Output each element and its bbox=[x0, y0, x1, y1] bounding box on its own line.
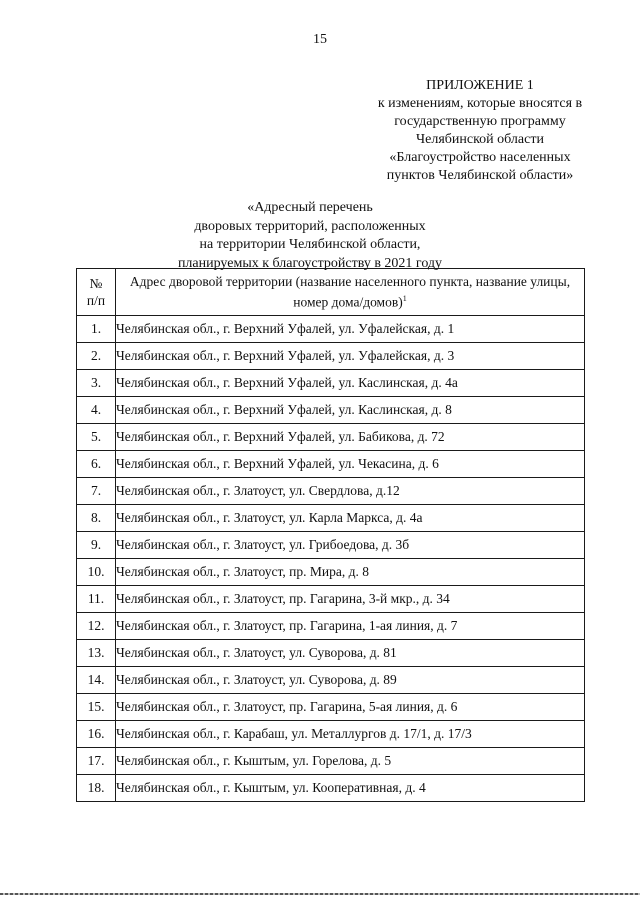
row-number: 1. bbox=[77, 316, 116, 343]
appendix-line: государственную программу bbox=[394, 114, 566, 129]
row-number: 16. bbox=[77, 721, 116, 748]
table-row bbox=[77, 343, 585, 370]
table-row bbox=[77, 586, 585, 613]
row-address: Челябинская обл., г. Верхний Уфалей, ул. Каслинская, д. 4а bbox=[116, 370, 585, 397]
row-address: Челябинская обл., г. Златоуст, пр. Гагарина, 1-ая линия, д. 7 bbox=[116, 613, 585, 640]
row-number: 2. bbox=[77, 343, 116, 370]
row-address: Челябинская обл., г. Златоуст, ул. Свердлова, д.12 bbox=[116, 478, 585, 505]
table-header-row bbox=[77, 269, 585, 316]
table-row bbox=[77, 748, 585, 775]
table-row bbox=[77, 478, 585, 505]
appendix-line: ПРИЛОЖЕНИЕ 1 bbox=[426, 78, 534, 93]
row-address: Челябинская обл., г. Златоуст, ул. Суворова, д. 81 bbox=[116, 640, 585, 667]
row-number: 7. bbox=[77, 478, 116, 505]
row-number: 9. bbox=[77, 532, 116, 559]
row-address: Челябинская обл., г. Карабаш, ул. Металлургов д. 17/1, д. 17/3 bbox=[116, 721, 585, 748]
table-row bbox=[77, 721, 585, 748]
table-row bbox=[77, 613, 585, 640]
table-row bbox=[77, 424, 585, 451]
row-number: 4. bbox=[77, 397, 116, 424]
row-address: Челябинская обл., г. Златоуст, ул. Грибоедова, д. 3б bbox=[116, 532, 585, 559]
appendix-line: пунктов Челябинской области» bbox=[386, 168, 574, 183]
scan-edge-line bbox=[0, 893, 640, 895]
title-line: планируемых к благоустройству в 2021 году bbox=[177, 255, 443, 271]
appendix-line: Челябинской области bbox=[416, 132, 544, 147]
title-line: дворовых территорий, расположенных bbox=[194, 218, 426, 234]
row-number: 13. bbox=[77, 640, 116, 667]
row-number: 11. bbox=[77, 586, 116, 613]
row-address: Челябинская обл., г. Верхний Уфалей, ул. Уфалейская, д. 3 bbox=[116, 343, 585, 370]
title-line: на территории Челябинской области, bbox=[199, 237, 421, 252]
table-row bbox=[77, 640, 585, 667]
header-number bbox=[77, 269, 116, 316]
row-number: 15. bbox=[77, 694, 116, 721]
header-number-label: п/п bbox=[86, 293, 106, 308]
address-table bbox=[76, 268, 585, 802]
document-title bbox=[150, 199, 470, 273]
row-address: Челябинская обл., г. Златоуст, ул. Суворова, д. 89 bbox=[116, 667, 585, 694]
row-number: 8. bbox=[77, 505, 116, 532]
row-number: 5. bbox=[77, 424, 116, 451]
appendix-line: к изменениям, которые вносятся в bbox=[377, 96, 583, 111]
appendix-line: «Благоустройство населенных bbox=[389, 150, 571, 165]
row-address: Челябинская обл., г. Кыштым, ул. Горелова, д. 5 bbox=[116, 748, 585, 775]
title-line: «Адресный перечень bbox=[247, 200, 373, 215]
row-number: 6. bbox=[77, 451, 116, 478]
table-row bbox=[77, 370, 585, 397]
row-number: 10. bbox=[77, 559, 116, 586]
header-address-label: Адрес дворовой территории (название населенного пункта, название улицы, номер дома/домов) bbox=[129, 274, 571, 310]
row-number: 17. bbox=[77, 748, 116, 775]
table-row bbox=[77, 397, 585, 424]
table-row bbox=[77, 451, 585, 478]
row-address: Челябинская обл., г. Верхний Уфалей, ул. Уфалейская, д. 1 bbox=[116, 316, 585, 343]
row-number: 18. bbox=[77, 775, 116, 802]
table-row bbox=[77, 775, 585, 802]
table-row bbox=[77, 667, 585, 694]
row-number: 3. bbox=[77, 370, 116, 397]
table-row bbox=[77, 316, 585, 343]
row-address: Челябинская обл., г. Златоуст, ул. Карла Маркса, д. 4а bbox=[116, 505, 585, 532]
page-number: 15 bbox=[313, 32, 327, 47]
row-address: Челябинская обл., г. Златоуст, пр. Мира, д. 8 bbox=[116, 559, 585, 586]
table-row bbox=[77, 532, 585, 559]
row-address: Челябинская обл., г. Верхний Уфалей, ул. Чекасина, д. 6 bbox=[116, 451, 585, 478]
footnote-mark: 1 bbox=[402, 294, 407, 304]
table-row bbox=[77, 505, 585, 532]
row-address: Челябинская обл., г. Златоуст, пр. Гагарина, 5-ая линия, д. 6 bbox=[116, 694, 585, 721]
table-row bbox=[77, 559, 585, 586]
row-number: 14. bbox=[77, 667, 116, 694]
table-row bbox=[77, 694, 585, 721]
row-address: Челябинская обл., г. Верхний Уфалей, ул. Каслинская, д. 8 bbox=[116, 397, 585, 424]
row-number: 12. bbox=[77, 613, 116, 640]
row-address: Челябинская обл., г. Златоуст, пр. Гагарина, 3-й мкр., д. 34 bbox=[116, 586, 585, 613]
header-number-symbol: № bbox=[89, 276, 103, 291]
row-address: Челябинская обл., г. Кыштым, ул. Кооперативная, д. 4 bbox=[116, 775, 585, 802]
header-address bbox=[116, 269, 585, 316]
appendix-header bbox=[330, 77, 630, 185]
row-address: Челябинская обл., г. Верхний Уфалей, ул. Бабикова, д. 72 bbox=[116, 424, 585, 451]
